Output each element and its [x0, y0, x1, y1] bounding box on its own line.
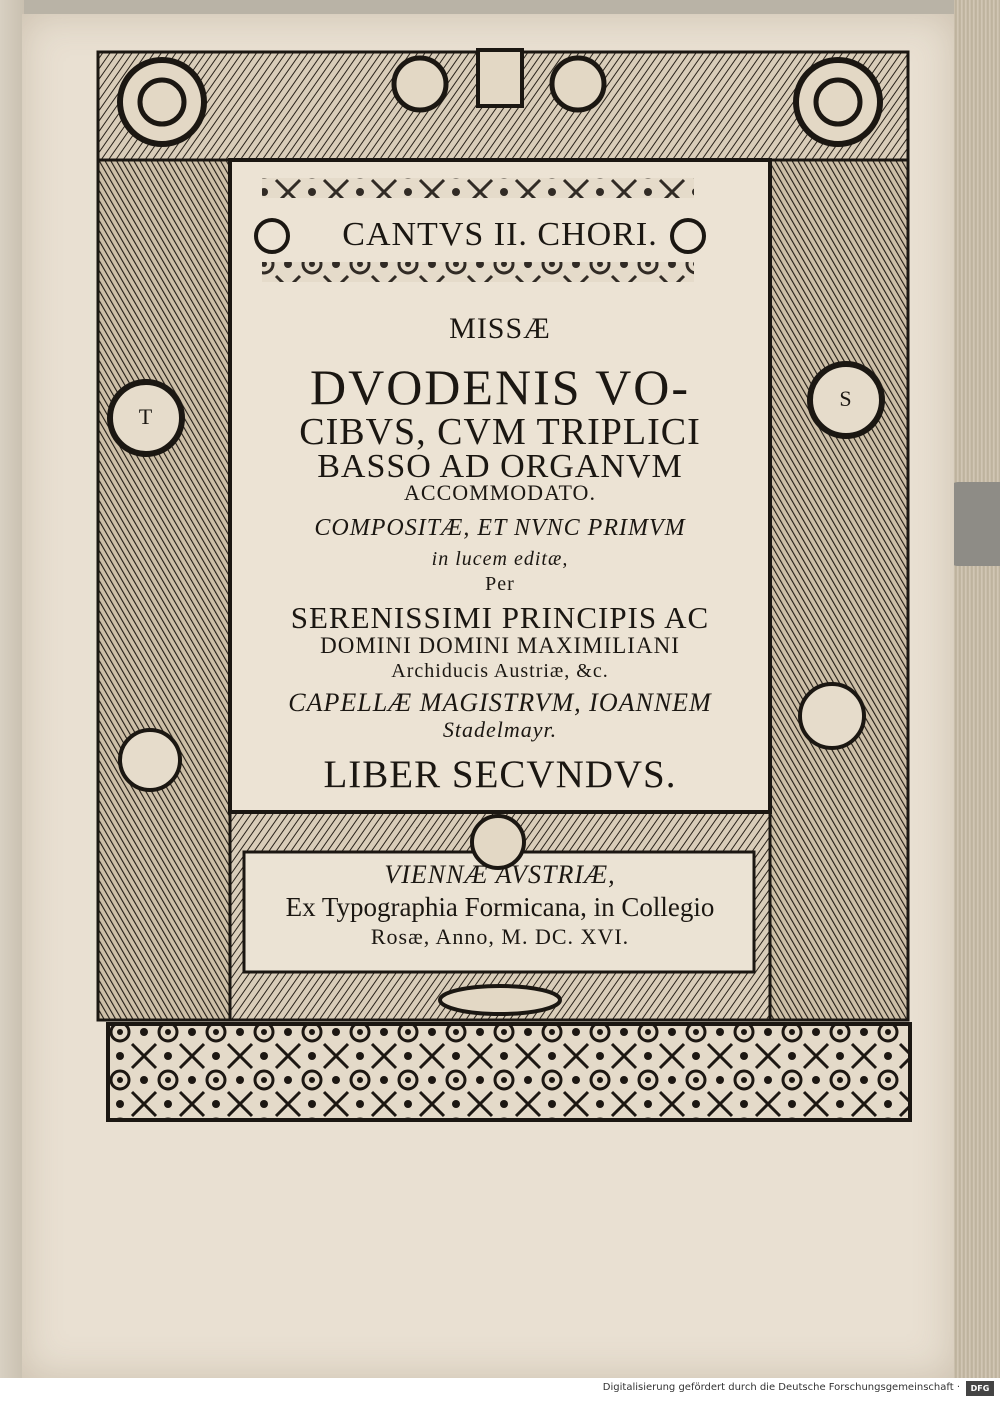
title-line-8: DOMINI DOMINI MAXIMILIANI: [320, 633, 680, 658]
part-heading: CANTVS II. CHORI.: [342, 216, 658, 253]
frame-letter-left: T: [138, 404, 154, 429]
footer-credit: Digitalisierung gefördert durch die Deutsche Forschungsgemeinschaft ·: [602, 1382, 960, 1393]
title-line-10: CAPELLÆ MAGISTRVM, IOANNEM: [288, 688, 712, 717]
frame-top-band: [98, 50, 908, 162]
title-per: Per: [485, 573, 515, 595]
liber-secundus: LIBER SECVNDVS.: [323, 753, 677, 796]
footer-bar: [0, 1378, 1000, 1401]
title-line-7: SERENISSIMI PRINCIPIS AC: [290, 600, 710, 635]
floral-border: [108, 1024, 910, 1120]
frame-letter-right: S: [839, 386, 853, 411]
title-line-3: BASSO AD ORGANVM: [317, 448, 683, 485]
frame-right-column: [770, 160, 908, 1020]
imprint-line-1: VIENNÆ AVSTRIÆ,: [384, 860, 616, 889]
title-line-6: in lucem editæ,: [431, 548, 569, 570]
title-line-4: ACCOMMODATO.: [404, 480, 596, 505]
title-line-1: DVODENIS VO-: [309, 359, 690, 415]
frame-left-column: [98, 160, 230, 1020]
title-line-11: Stadelmayr.: [442, 717, 558, 742]
title-line-9: Archiducis Austriæ, &c.: [391, 660, 609, 682]
imprint-line-2: Ex Typographia Formicana, in Collegio: [285, 892, 715, 922]
title-line-5: COMPOSITÆ, ET NVNC PRIMVM: [314, 515, 686, 541]
imprint-line-3: Rosæ, Anno, M. DC. XVI.: [370, 924, 630, 949]
title-missae: MISSÆ: [449, 312, 551, 345]
dfg-logo[interactable]: DFG: [966, 1381, 994, 1396]
title-line-2: CIBVS, CVM TRIPLICI: [299, 411, 701, 453]
